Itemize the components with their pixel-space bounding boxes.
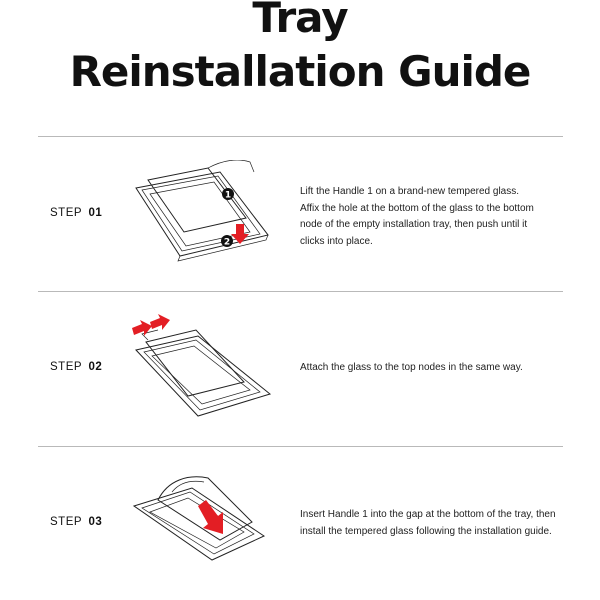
badge-1-text: 1 <box>224 190 232 201</box>
step-03-line-2: install the tempered glass following the installation guide. <box>300 525 552 537</box>
page-title-line2: Reinstallation Guide <box>69 47 531 96</box>
step-02-illustration <box>128 312 278 417</box>
step-01-line-4: clicks into place. <box>300 235 373 247</box>
divider-1 <box>38 291 563 292</box>
step-02-line-1: Attach the glass to the top nodes in the same way. <box>300 362 523 373</box>
badge-2-text: 2 <box>223 237 231 248</box>
step-02-label <box>50 361 102 373</box>
step-word: STEP <box>50 516 82 528</box>
step-number: 03 <box>88 516 103 528</box>
step-01-description <box>300 184 570 250</box>
step-03-line-1: Insert Handle 1 into the gap at the bottom of the tray, then <box>300 509 556 520</box>
step-03-label <box>50 516 102 528</box>
step-number: 02 <box>88 361 103 373</box>
step-number: 01 <box>88 207 103 219</box>
step-01-line-3: node of the empty installation tray, then push until it <box>300 219 528 230</box>
divider-2 <box>38 446 563 447</box>
step-01-label <box>50 207 102 219</box>
divider-top <box>38 136 563 137</box>
red-arrow-right-icon <box>150 314 170 330</box>
step-03-description <box>300 507 570 540</box>
step-01-line-1: Lift the Handle 1 on a brand-new tempered glass. <box>300 186 520 197</box>
step-01-illustration <box>128 160 278 265</box>
red-arrow-left-icon <box>132 320 152 336</box>
step-03-illustration <box>128 470 278 575</box>
page-title-line1: Tray <box>252 0 348 42</box>
step-word: STEP <box>50 207 82 219</box>
step-01-line-2: Affix the hole at the bottom of the glass to the bottom <box>300 202 534 214</box>
step-02-description <box>300 360 570 377</box>
step-word: STEP <box>50 361 82 373</box>
